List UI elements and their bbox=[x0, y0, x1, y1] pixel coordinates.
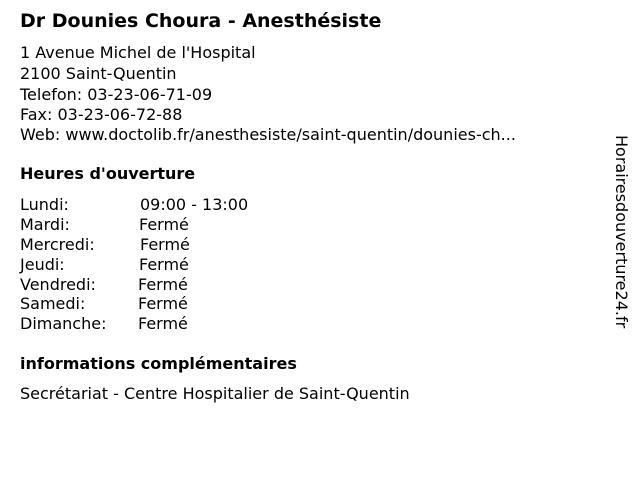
day-label: Samedi: bbox=[20, 294, 86, 313]
day-hours: Fermé bbox=[138, 294, 188, 313]
additional-info-text: Secrétariat - Centre Hospitalier de Saint-Quentin bbox=[20, 384, 410, 403]
day-label: Jeudi: bbox=[20, 255, 65, 274]
website-link[interactable]: Web: www.doctolib.fr/anesthesiste/saint-quentin/dounies-ch... bbox=[20, 125, 516, 144]
day-hours: Fermé bbox=[140, 235, 190, 254]
day-hours: 09:00 - 13:00 bbox=[140, 195, 249, 214]
day-hours: Fermé bbox=[139, 255, 189, 274]
address-line-2: 2100 Saint-Quentin bbox=[20, 64, 177, 83]
page-title: Dr Dounies Choura - Anesthésiste bbox=[20, 10, 382, 32]
watermark-text: Horairesdouverture24.fr bbox=[612, 135, 631, 329]
address-line-1: 1 Avenue Michel de l'Hospital bbox=[20, 43, 256, 62]
day-label: Vendredi: bbox=[20, 275, 96, 294]
day-hours: Fermé bbox=[138, 275, 188, 294]
hours-row-saturday bbox=[20, 294, 188, 314]
site-watermark bbox=[610, 135, 632, 375]
hours-row-thursday bbox=[20, 255, 189, 275]
hours-row-monday bbox=[20, 195, 249, 215]
day-hours: Fermé bbox=[138, 314, 188, 333]
day-hours: Fermé bbox=[139, 215, 189, 234]
hours-row-friday bbox=[20, 275, 188, 295]
hours-row-wednesday bbox=[20, 235, 190, 255]
fax-number: Fax: 03-23-06-72-88 bbox=[20, 105, 183, 124]
day-label: Dimanche: bbox=[20, 314, 107, 333]
opening-hours-heading: Heures d'ouverture bbox=[20, 164, 196, 183]
phone-number: Telefon: 03-23-06-71-09 bbox=[20, 85, 213, 104]
additional-info-heading: informations complémentaires bbox=[20, 354, 297, 373]
hours-row-tuesday bbox=[20, 215, 189, 235]
day-label: Mardi: bbox=[20, 215, 70, 234]
day-label: Lundi: bbox=[20, 195, 69, 214]
hours-row-sunday bbox=[20, 314, 188, 334]
day-label: Mercredi: bbox=[20, 235, 95, 254]
